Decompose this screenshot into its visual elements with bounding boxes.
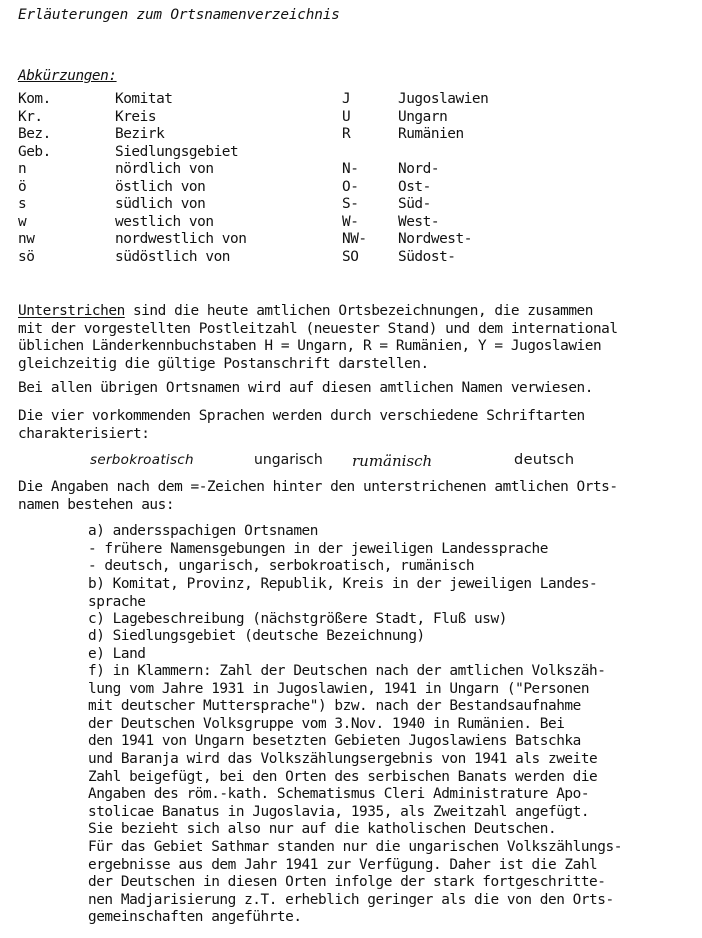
sample-serbian: serbokroatisch: [90, 452, 194, 468]
abbr-meaning: Süd-: [398, 196, 431, 212]
abbr-meaning: Komitat: [115, 91, 173, 107]
abbr-meaning: Nord-: [398, 161, 440, 177]
abbr-meaning: westlich von: [115, 213, 214, 230]
underlined-word: Unterstrichen: [18, 303, 125, 319]
font-samples-row: [0, 452, 702, 472]
list-item-e: e) Land: [88, 646, 146, 662]
abbr-code: NW-: [342, 231, 367, 247]
abbr-code: sö: [18, 248, 35, 265]
abbr-meaning: nördlich von: [115, 161, 214, 177]
abbr-code: U: [342, 108, 351, 125]
abbr-code: n: [18, 161, 27, 177]
abbr-code: N-: [342, 161, 359, 177]
page-title: Erläuterungen zum Ortsnamenverzeichnis: [18, 7, 340, 23]
paragraph-references: Bei allen übrigen Ortsnamen wird auf diesen amtlichen Namen verwiesen.: [18, 380, 593, 396]
abbr-code: SO: [342, 248, 359, 265]
abbr-meaning: östlich von: [115, 178, 206, 195]
abbr-code: s: [18, 196, 27, 212]
abbr-code: ö: [18, 178, 27, 195]
abbr-code: O-: [342, 178, 359, 195]
abbr-meaning: Nordwest-: [398, 231, 472, 247]
abbr-code: Kom.: [18, 91, 51, 107]
abbr-meaning: Kreis: [115, 108, 157, 125]
paragraph-underlined-names: [18, 303, 618, 373]
paragraph-text: sind die heute amtlichen Ortsbezeichnungen, die zusammen mit der vorgestellten Postleitzahl (neuester Stand) und dem international üblichen Länderkennbuchstaben H = Ungarn, R = Rumänien, Y = Jugoslawien gleichzeitig die gültige Postanschrift darstellen.: [18, 303, 618, 372]
list-item-f: f) in Klammern: Zahl der Deutschen nach der amtlichen Volkszäh- lung vom Jahre 1931 in Jugoslawien, 1941 in Ungarn ("Personen mit deutscher Muttersprache") bzw. nach der Bestandsaufnahme der Deutschen Volksgruppe vom 3.Nov. 1940 in Rumänien. Bei den 1941 von Ungarn besetzten Gebieten Jugoslawiens Batschka und Baranja wird das Volkszählungsergebnis von 1941 als zweite Zahl beigefügt, bei den Orten des serbischen Banats werden die Angaben des röm.-kath. Schematismus Cleri Administrature Apo- stolicae Banatus in Jugoslavia, 1935, als Zweitzahl angefügt. Sie bezieht sich also nur auf die katholischen Deutschen. Für das Gebiet Sathmar standen nur die ungarischen Volkszählungs- ergebnisse aus dem Jahr 1941 zur Verfügung. Daher ist die Zahl der Deutschen in diesen Orten infolge der stark fortgeschritte- nen Madjarisierung z.T. erheblich geringer als die von den Orts- gemeinschaften angeführte.: [88, 663, 622, 926]
sample-hungarian: ungarisch: [254, 452, 323, 468]
abbr-meaning: Siedlungsgebiet: [115, 143, 239, 160]
abbr-meaning: Ungarn: [398, 108, 448, 125]
abbr-code: nw: [18, 231, 35, 247]
abbr-code: Bez.: [18, 126, 51, 142]
abbreviations-heading: Abkürzungen:: [18, 68, 117, 84]
paragraph-languages: Die vier vorkommenden Sprachen werden durch verschiedene Schriftarten charakterisiert:: [18, 408, 585, 442]
abbr-meaning: Bezirk: [115, 126, 165, 142]
list-item-d: d) Siedlungsgebiet (deutsche Bezeichnung): [88, 628, 425, 644]
abbr-meaning: nordwestlich von: [115, 231, 247, 247]
paragraph-details-intro: Die Angaben nach dem =-Zeichen hinter den unterstrichenen amtlichen Orts- namen bestehen aus:: [18, 479, 618, 513]
abbr-meaning: südlich von: [115, 196, 206, 212]
abbr-meaning: Südost-: [398, 248, 456, 265]
abbr-code: J: [342, 91, 351, 107]
abbr-code: W-: [342, 213, 359, 230]
abbr-meaning: Rumänien: [398, 126, 464, 142]
abbr-meaning: südöstlich von: [115, 248, 230, 265]
sample-german: deutsch: [514, 452, 575, 468]
abbr-code: R: [342, 126, 351, 142]
abbr-meaning: West-: [398, 213, 440, 230]
abbr-code: Kr.: [18, 108, 43, 125]
list-item-a: a) andersspachigen Ortsnamen - frühere Namensgebungen in der jeweiligen Landessprache - deutsch, ungarisch, serbokroatisch, rumänisch: [88, 523, 548, 575]
sample-romanian: rumänisch: [352, 452, 433, 470]
abbr-code: Geb.: [18, 143, 51, 160]
abbr-meaning: Ost-: [398, 178, 431, 195]
list-item-b: b) Komitat, Provinz, Republik, Kreis in der jeweiligen Landes- sprache: [88, 576, 598, 610]
abbr-code: w: [18, 213, 27, 230]
list-item-c: c) Lagebeschreibung (nächstgrößere Stadt, Fluß usw): [88, 611, 507, 627]
abbr-code: S-: [342, 196, 359, 212]
abbr-meaning: Jugoslawien: [398, 91, 489, 107]
